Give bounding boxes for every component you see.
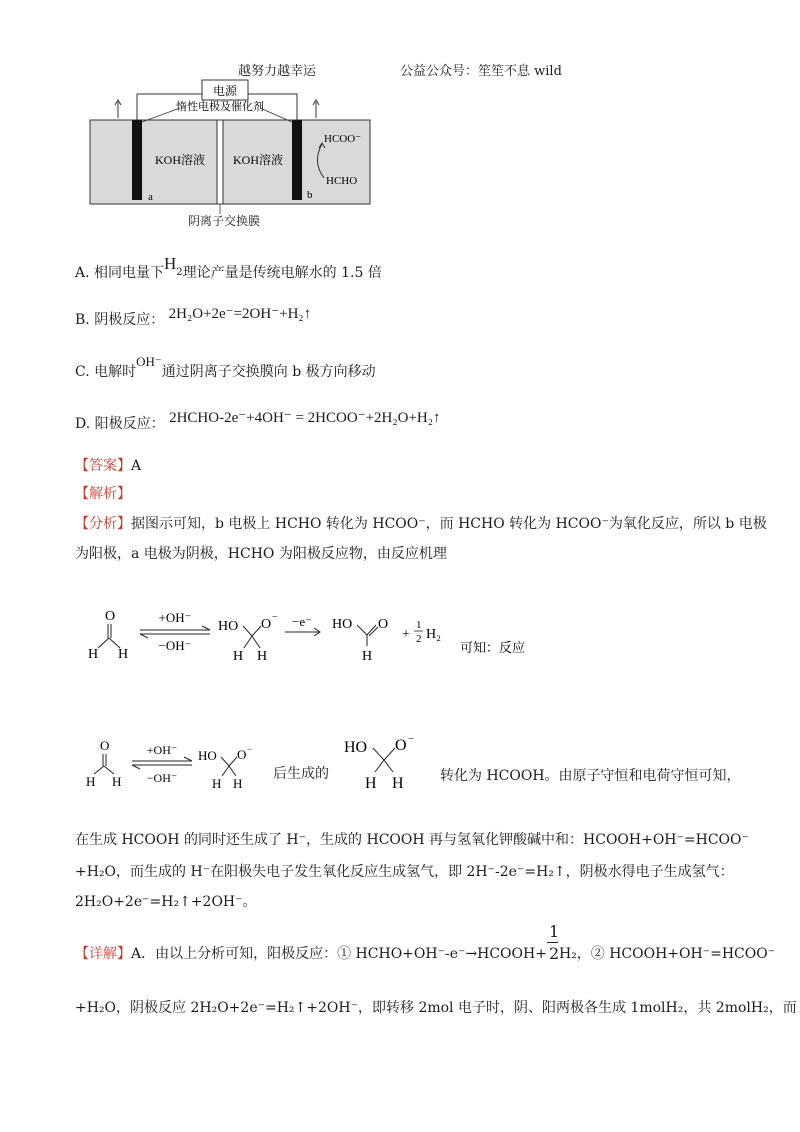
scheme1-reverse: −OH⁻ — [158, 638, 192, 653]
svg-text:H: H — [365, 775, 377, 792]
svg-text:H: H — [257, 649, 268, 664]
svg-text:H: H — [88, 647, 99, 662]
electrode-label: 惰性电极及催化剂 — [176, 101, 264, 113]
svg-text:HO: HO — [218, 619, 239, 634]
hydrate-large — [340, 734, 430, 794]
scheme2-tail: 转化为 HCOOH。由原子守恒和电荷守恒可知， — [440, 768, 741, 784]
option-a-prefix: A. 相同电量下 — [75, 265, 165, 281]
membrane-label: 阴离子交换膜 — [188, 214, 261, 228]
svg-text:H: H — [112, 774, 122, 789]
option-a-species-sub: 2 — [176, 266, 183, 278]
electrolysis-diagram — [80, 72, 380, 232]
svg-text:H: H — [86, 774, 96, 789]
detail-half-num: 1 — [548, 922, 560, 941]
svg-text:HO: HO — [344, 739, 368, 756]
left-solution: KOH溶液 — [155, 153, 205, 167]
answer-tag: 【答案】 — [75, 458, 131, 474]
detail-tag: 【详解】 — [75, 946, 131, 962]
reaction-scheme-1 — [80, 598, 570, 678]
label-b: b — [307, 189, 313, 201]
option-c-prefix: C. 电解时 — [75, 364, 137, 380]
option-d-prefix: D. 阳极反应： — [75, 416, 165, 432]
reactant-label: HCHO — [326, 175, 358, 187]
svg-text:O: O — [237, 747, 247, 762]
option-d — [75, 410, 441, 434]
svg-text:HO: HO — [198, 748, 217, 763]
analysis-heading: 【解析】 — [75, 486, 131, 502]
scheme1-plus: + — [402, 627, 410, 642]
detail-text-1: A．由以上分析可知，阳极反应：① HCHO+OH⁻-e⁻→HCOOH+ — [131, 946, 547, 962]
detail-text-1b: H₂，② HCOOH+OH⁻=HCOO⁻ — [558, 946, 776, 962]
header-left: 越努力越幸运 — [238, 64, 317, 79]
right-solution: KOH溶液 — [233, 153, 283, 167]
detail-half-den: 2 — [548, 944, 560, 963]
header-right: 公益公众号：笙笙不息 wild — [400, 64, 562, 79]
scheme2-reverse: −OH⁻ — [146, 771, 178, 785]
option-d-formula: 2HCHO-2e⁻+4OH⁻ = 2HCOO⁻+2H₂O+H₂↑ — [169, 410, 441, 426]
analysis-text-1: 据图示可知，b 电极上 HCHO 转化为 HCOO⁻，而 HCHO 转化为 HCOO⁻为氧化反应，所以 b 电极 — [131, 516, 767, 532]
paragraph-line-3: 2H₂O+2e⁻=H₂↑+2OH⁻。 — [75, 894, 257, 910]
svg-text:H: H — [118, 647, 129, 662]
option-b — [75, 306, 312, 330]
analysis-tag: 【分析】 — [75, 516, 131, 532]
product-label: HCOO⁻ — [324, 133, 361, 145]
svg-text:O: O — [100, 738, 110, 753]
svg-text:H: H — [233, 776, 243, 791]
power-label: 电源 — [212, 84, 238, 98]
option-a-species: H — [164, 254, 177, 273]
scheme2-forward: +OH⁻ — [146, 743, 178, 757]
option-b-formula: 2H₂O+2e⁻=2OH⁻+H₂↑ — [168, 306, 312, 322]
detail-line-2: +H₂O，阴极反应 2H₂O+2e⁻=H₂↑+2OH⁻，即转移 2mol 电子时，阴、阳两极各生成 1molH₂，共 2molH₂，而 — [75, 1000, 797, 1016]
detail-fraction — [547, 922, 560, 964]
svg-text:O: O — [378, 617, 389, 632]
scheme1-half-num: 1 — [416, 619, 422, 631]
option-b-prefix: B. 阴极反应： — [75, 312, 165, 328]
svg-text:−: − — [247, 744, 253, 754]
svg-text:H: H — [362, 649, 373, 664]
option-c-species: OH⁻ — [136, 354, 162, 369]
analysis-line-1 — [75, 514, 767, 534]
svg-text:HO: HO — [332, 617, 353, 632]
svg-text:O: O — [261, 617, 272, 632]
label-a: a — [148, 191, 153, 203]
membrane-bar — [217, 120, 223, 204]
analysis-line-2: 为阳极，a 电极为阴极，HCHO 为阳极反应物，由反应机理 — [75, 546, 447, 562]
answer-value: A — [131, 458, 142, 474]
option-a — [75, 254, 382, 289]
scheme1-step2: −e⁻ — [292, 614, 312, 629]
scheme1-forward: +OH⁻ — [158, 610, 192, 625]
scheme2-middle: 后生成的 — [273, 766, 329, 782]
svg-text:H: H — [212, 776, 222, 791]
fraction-bar — [547, 942, 558, 943]
scheme1-h2: H₂ — [426, 627, 441, 642]
svg-text:O: O — [395, 737, 407, 754]
option-a-suffix: 理论产量是传统电解水的 1.5 倍 — [182, 265, 382, 281]
svg-text:H: H — [392, 775, 404, 792]
scheme1-tail: 可知：反应 — [460, 640, 526, 655]
paragraph-line-1: 在生成 HCOOH 的同时还生成了 H⁻，生成的 HCOOH 再与氢氧化钾酸碱中和：HCOOH+OH⁻=HCOO⁻ — [75, 832, 749, 848]
svg-text:−: − — [272, 612, 278, 623]
svg-text:−: − — [408, 734, 415, 745]
reaction-scheme-2 — [80, 732, 280, 796]
scheme1-half-den: 2 — [416, 633, 422, 645]
option-c-suffix: 通过阴离子交换膜向 b 极方向移动 — [161, 364, 376, 380]
detail-line-1 — [75, 922, 776, 964]
svg-text:H: H — [233, 649, 244, 664]
electrode-b — [292, 120, 302, 200]
paragraph-line-2: +H₂O，而生成的 H⁻在阳极失电子发生氧化反应生成氢气，即 2H⁻-2e⁻=H₂↑，阴极水得电子生成氢气： — [75, 864, 734, 880]
svg-text:O: O — [105, 609, 116, 624]
answer-line — [75, 456, 141, 476]
electrode-a — [132, 120, 142, 200]
option-c — [75, 354, 376, 382]
